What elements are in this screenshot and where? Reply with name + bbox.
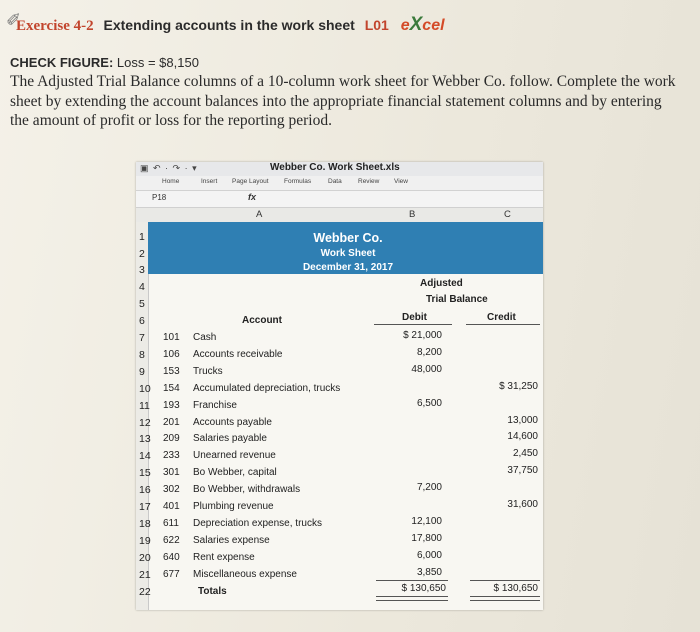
account-number: 201 <box>163 417 180 428</box>
tab-view[interactable]: View <box>394 178 408 185</box>
exercise-title: Extending accounts in the work sheet <box>103 17 355 33</box>
column-headers <box>136 208 543 223</box>
row-number[interactable]: 3 <box>139 264 145 276</box>
tab-home[interactable]: Home <box>162 178 180 185</box>
account-number: 233 <box>163 450 180 461</box>
ribbon-tabs <box>136 176 543 191</box>
row-number[interactable]: 20 <box>139 552 151 564</box>
credit-header-underline <box>466 324 540 325</box>
learning-objective: L01 <box>364 17 389 33</box>
debit-total-double-rule <box>376 596 448 601</box>
account-number: 302 <box>163 484 180 495</box>
col-header-b[interactable]: B <box>409 209 416 220</box>
account-name: Bo Webber, withdrawals <box>193 484 301 495</box>
account-number: 401 <box>163 501 180 512</box>
debit-header: Debit <box>402 312 427 323</box>
account-name: Salaries payable <box>193 433 267 444</box>
row-number[interactable]: 13 <box>139 433 151 445</box>
debit-amount: 48,000 <box>411 364 442 375</box>
credit-amount: $ 31,250 <box>499 381 538 392</box>
account-number: 209 <box>163 433 180 444</box>
check-figure-value: Loss = $8,150 <box>116 55 199 70</box>
totals-label: Totals <box>198 586 227 597</box>
account-number: 154 <box>163 383 180 394</box>
row-number[interactable]: 9 <box>139 366 145 378</box>
col-header-a[interactable]: A <box>256 209 263 220</box>
account-name: Bo Webber, capital <box>193 467 277 478</box>
account-name: Rent expense <box>193 552 255 563</box>
check-figure-label: CHECK FIGURE: <box>10 55 114 70</box>
quick-access-icons[interactable]: ▣ ↶ · ↷ · ▾ <box>140 163 198 173</box>
debit-amount: 17,800 <box>411 533 442 544</box>
account-name: Accounts receivable <box>193 349 283 360</box>
credit-amount: 37,750 <box>507 465 538 476</box>
row-number[interactable]: 8 <box>139 349 145 361</box>
debit-amount: 3,850 <box>416 567 442 578</box>
account-header: Account <box>242 315 282 326</box>
title-bar <box>136 162 543 177</box>
account-number: 193 <box>163 400 180 411</box>
row-number[interactable]: 19 <box>139 535 151 547</box>
excel-logo: eXcel <box>400 14 445 35</box>
row-number[interactable]: 14 <box>139 450 151 462</box>
account-name: Depreciation expense, trucks <box>193 518 322 529</box>
account-number: 640 <box>163 552 180 563</box>
credit-header: Credit <box>487 312 516 323</box>
sheet-name: Work Sheet <box>320 248 376 259</box>
account-name: Cash <box>193 332 217 343</box>
account-number: 153 <box>163 366 180 377</box>
row-number[interactable]: 22 <box>139 586 151 598</box>
instructions: The Adjusted Trial Balance columns of a 10-column work sheet for Webber Co. follow. Complete the work sheet by extending the account balances into the appropriate financial statement columns and by entering the amount of profit or loss for the reporting period. <box>10 73 676 129</box>
total-credit: $ 130,650 <box>493 583 538 594</box>
debit-amount: 7,200 <box>416 482 442 493</box>
row-number[interactable]: 2 <box>139 248 145 260</box>
credit-amount: 13,000 <box>507 415 538 426</box>
adjusted-label: Adjusted <box>420 278 463 289</box>
tab-data[interactable]: Data <box>328 178 342 185</box>
row-number[interactable]: 18 <box>139 518 151 530</box>
row-number[interactable]: 11 <box>139 400 150 412</box>
row-number[interactable]: 17 <box>139 501 151 513</box>
debit-amount: 12,100 <box>411 516 442 527</box>
col-header-c[interactable]: C <box>504 209 511 220</box>
account-number: 677 <box>163 569 180 580</box>
row-number[interactable]: 21 <box>139 569 151 581</box>
row-number[interactable]: 5 <box>139 298 145 310</box>
account-name: Unearned revenue <box>193 450 276 461</box>
exercise-number: Exercise 4-2 <box>16 18 94 34</box>
total-debit: $ 130,650 <box>401 583 446 594</box>
account-number: 611 <box>163 518 179 529</box>
account-name: Accumulated depreciation, trucks <box>193 383 341 394</box>
account-name: Salaries expense <box>193 535 270 546</box>
window-title: Webber Co. Work Sheet.xls <box>270 162 400 173</box>
row-number[interactable]: 6 <box>139 315 145 327</box>
debit-header-underline <box>374 324 452 325</box>
debit-total-rule <box>376 580 448 581</box>
fx-icon[interactable]: fx <box>248 192 257 202</box>
check-figure <box>10 55 199 70</box>
row-number[interactable]: 1 <box>139 231 145 243</box>
tab-page-layout[interactable]: Page Layout <box>232 178 269 185</box>
sheet-title-banner <box>148 222 543 274</box>
excel-window <box>136 162 543 610</box>
account-number: 622 <box>163 535 180 546</box>
row-number[interactable]: 16 <box>139 484 151 496</box>
account-number: 106 <box>163 349 180 360</box>
debit-amount: 8,200 <box>416 347 442 358</box>
company-name: Webber Co. <box>313 231 383 245</box>
account-name: Miscellaneous expense <box>193 569 297 580</box>
row-number[interactable]: 15 <box>139 467 151 479</box>
row-number[interactable]: 10 <box>139 383 151 395</box>
credit-total-rule <box>470 580 540 581</box>
credit-amount: 2,450 <box>512 448 538 459</box>
tab-formulas[interactable]: Formulas <box>284 178 312 185</box>
row-number[interactable]: 4 <box>139 281 145 293</box>
debit-amount: $ 21,000 <box>403 330 442 341</box>
account-number: 301 <box>163 467 180 478</box>
account-name: Trucks <box>193 366 223 377</box>
row-number[interactable]: 12 <box>139 417 151 429</box>
tab-insert[interactable]: Insert <box>201 178 218 185</box>
tab-review[interactable]: Review <box>358 178 380 185</box>
formula-bar <box>136 191 543 208</box>
credit-total-double-rule <box>470 596 540 601</box>
credit-amount: 31,600 <box>507 499 538 510</box>
exercise-header <box>6 10 688 38</box>
account-name: Plumbing revenue <box>193 501 274 512</box>
row-number[interactable]: 7 <box>139 332 145 344</box>
sheet-date: December 31, 2017 <box>302 262 394 273</box>
debit-amount: 6,000 <box>416 550 442 561</box>
account-name: Accounts payable <box>193 417 272 428</box>
credit-amount: 14,600 <box>507 431 538 442</box>
account-number: 101 <box>163 332 180 343</box>
pen-mark-icon: ✐ <box>6 10 22 31</box>
account-name: Franchise <box>193 400 237 411</box>
name-box[interactable]: P18 <box>152 193 167 202</box>
trial-balance-label: Trial Balance <box>426 294 488 305</box>
debit-amount: 6,500 <box>416 398 442 409</box>
